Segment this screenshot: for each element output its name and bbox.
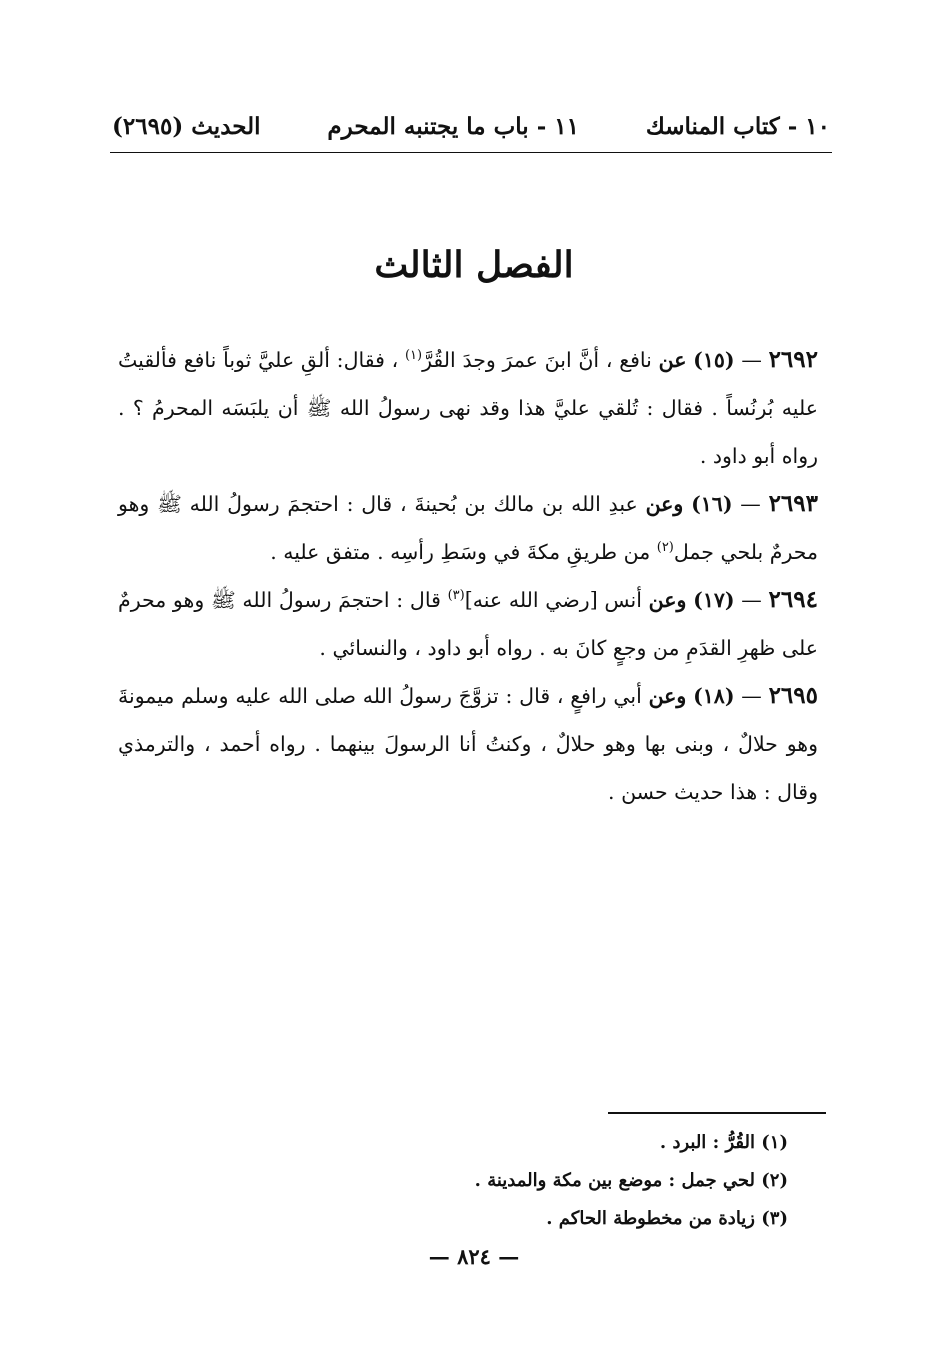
hadith-number: ٢٦٩٤ — [768, 586, 818, 613]
hadith-entry: ٢٦٩٥ — (١٨) وعن أبي رافعٍ ، قال : تزوَّجَ رسولُ الله صلى الله عليه وسلم ميمونةَ وهو حلالٌ ، وبنى بها وهو حلالٌ ، وكنتُ أنا الرسولَ بينهما . رواه أحمد ، والترمذي وقال : هذا حديث حسن . — [118, 682, 818, 804]
hadith-text: عبدِ الله بن مالك بن بُحينةَ ، قال : احتجمَ رسولُ الله ﷺ وهو محرمٌ بلحي جمل — [118, 492, 818, 564]
page-number: — ٨٢٤ — — [428, 1244, 520, 1269]
header-chapter-title: ١١ - باب ما يجتنبه المحرم — [327, 112, 579, 140]
hadith-number: ٢٦٩٢ — [768, 346, 818, 373]
footnote-ref: (٢) — [656, 540, 674, 556]
hadith-number: ٢٦٩٥ — [768, 682, 818, 709]
header-book-title: ١٠ - كتاب المناسك — [645, 112, 830, 140]
hadith-text: ، فقال: ألقِ عليَّ ثوباً نافع فألقيتُ عليه بُرنُساً . فقال : تُلقي عليَّ هذا وقد نهى رسولُ الله ﷺ أن يلبَسَه المحرمُ ؟ . رواه أبو داود . — [118, 348, 818, 468]
footnote-item: (١) القُرُّ : البرد . — [659, 1132, 788, 1153]
header-hadith-range: الحديث (٢٦٩٥) — [112, 112, 261, 140]
hadith-narrator-prefix: عن — [658, 348, 687, 372]
hadith-entry: ٢٦٩٢ — (١٥) عن نافع ، أنَّ ابنَ عمرَ وجدَ القُرَّ$^{(١)}$ ، فقال: ألقِ عليَّ ثوباً نافع فألقيتُ عليه بُرنُساً . فقال : تُلقي عليَّ هذا وقد نهى رسولُ الله ﷺ أن يلبَسَه المحرمُ ؟ . رواه أبو داود . — [118, 346, 818, 468]
hadith-entry: ٢٦٩٣ — (١٦) وعن عبدِ الله بن مالك بن بُحينةَ ، قال : احتجمَ رسولُ الله ﷺ وهو محرمٌ بلحي جمل$^{(٢)}$ من طريقِ مكةَ في وسَطِ رأسِه . متفق عليه . — [118, 490, 818, 564]
section-title: الفصل الثالث — [374, 244, 574, 286]
hadith-narrator-prefix: وعن — [645, 492, 684, 516]
hadith-narrator-prefix: وعن — [648, 588, 687, 612]
hadith-text: أبي رافعٍ ، قال : تزوَّجَ رسولُ الله صلى الله عليه وسلم ميمونةَ وهو حلالٌ ، وبنى بها وهو حلالٌ ، وكنتُ أنا الرسولَ بينهما . رواه أحمد ، والترمذي وقال : هذا حديث حسن . — [118, 684, 818, 804]
hadith-sub-number: (١٦) — [691, 492, 733, 516]
hadith-text: من طريقِ مكةَ في وسَطِ رأسِه . متفق عليه . — [270, 540, 651, 564]
running-header — [112, 108, 830, 144]
footnote-item: (٣) زيادة من مخطوطة الحاكم . — [546, 1208, 788, 1229]
footnote-ref: (٣) — [447, 588, 465, 604]
hadith-text: نافع ، أنَّ ابنَ عمرَ وجدَ القُرَّ — [422, 348, 652, 372]
hadith-text: أنس [رضي الله عنه] — [464, 588, 642, 612]
hadith-number: ٢٦٩٣ — [768, 490, 818, 517]
hadith-sub-number: (١٨) — [693, 684, 735, 708]
hadith-sub-number: (١٧) — [693, 588, 735, 612]
hadith-body — [118, 336, 818, 816]
footnote-item: (٢) لحي جمل : موضع بين مكة والمدينة . — [474, 1170, 788, 1191]
footnote-ref: (١) — [404, 348, 423, 364]
hadith-entry: ٢٦٩٤ — (١٧) وعن أنس [رضي الله عنه]$^{(٣)}$ قال : احتجمَ رسولُ الله ﷺ وهو محرمٌ على ظهرِ القدَمِ من وجعٍ كانَ به . رواه أبو داود ، والنسائي . — [118, 586, 818, 660]
hadith-text: قال : احتجمَ رسولُ الله ﷺ وهو محرمٌ على ظهرِ القدَمِ من وجعٍ كانَ به . رواه أبو داود ، والنسائي . — [118, 588, 818, 660]
footnote-divider — [608, 1112, 826, 1114]
hadith-narrator-prefix: وعن — [648, 684, 687, 708]
footnotes — [300, 1124, 788, 1238]
hadith-sub-number: (١٥) — [693, 348, 735, 372]
header-divider — [110, 152, 832, 153]
